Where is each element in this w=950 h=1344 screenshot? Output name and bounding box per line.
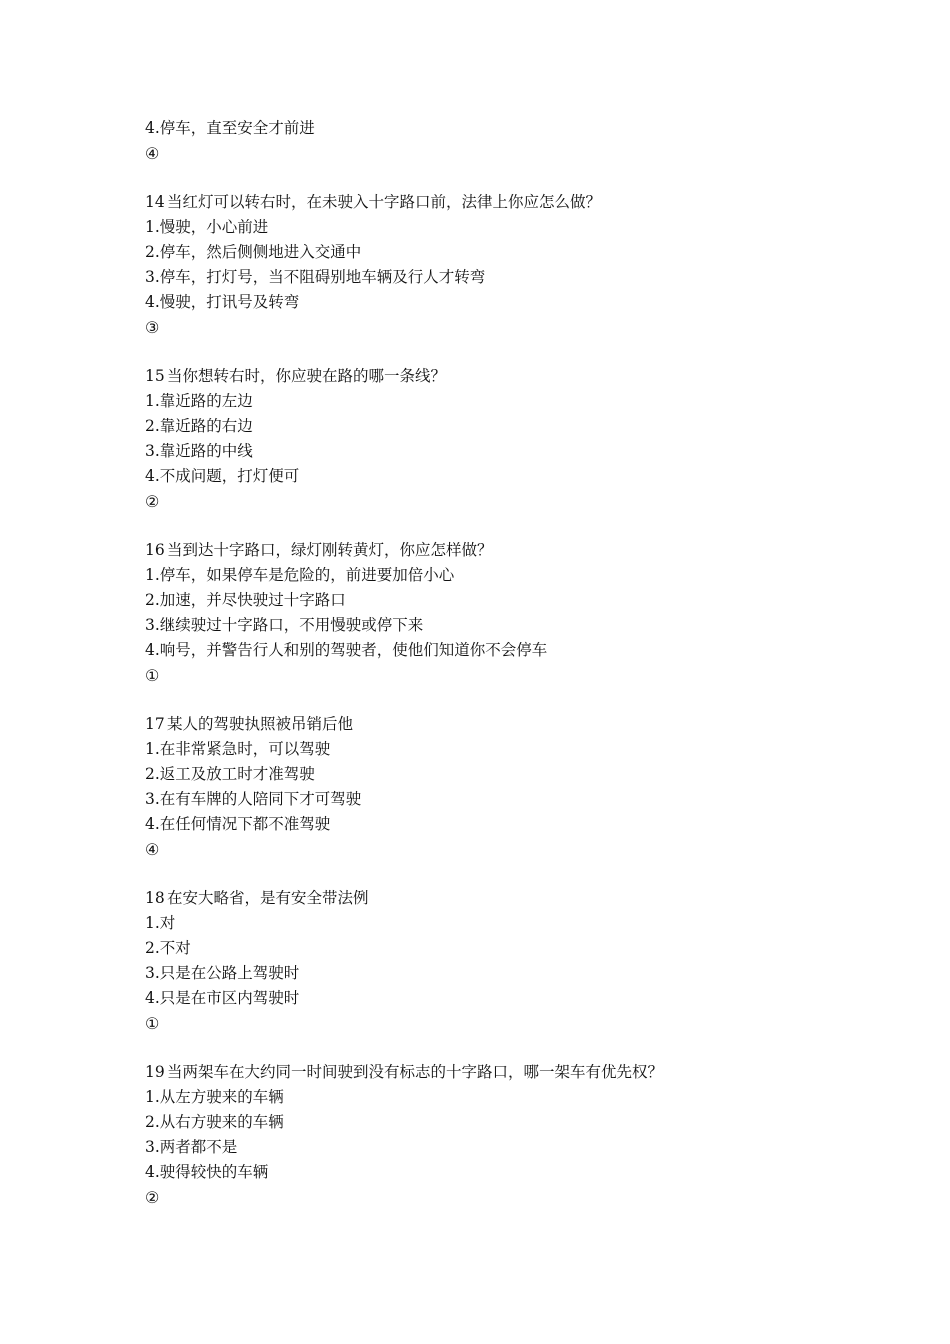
option-line: 1.在非常紧急时，可以驾驶 — [145, 740, 331, 758]
answer-marker: ① — [145, 666, 160, 685]
option-line: 2.返工及放工时才准驾驶 — [145, 765, 315, 783]
question-block — [145, 190, 845, 340]
question-title — [145, 364, 845, 389]
question-block — [145, 538, 845, 688]
question-block — [145, 886, 845, 1036]
option-line: 2.不对 — [145, 939, 191, 957]
question-text: 某人的驾驶执照被吊销后他 — [167, 715, 354, 733]
option-line: 3.继续驶过十字路口，不用慢驶或停下来 — [145, 616, 424, 634]
question-block — [145, 1060, 845, 1210]
option-line: 4.只是在市区内驾驶时 — [145, 989, 300, 1007]
answer-marker: ② — [145, 1188, 160, 1207]
spacer — [145, 166, 845, 190]
question-number: 17 — [145, 715, 165, 733]
question-title — [145, 886, 845, 911]
option-line: 4.不成问题，打灯便可 — [145, 467, 300, 485]
question-block — [145, 712, 845, 862]
spacer — [145, 340, 845, 364]
question-title — [145, 1060, 845, 1085]
document-page — [145, 116, 845, 1210]
answer-marker: ④ — [145, 840, 160, 859]
answer-marker: ① — [145, 1014, 160, 1033]
option-line: 3.靠近路的中线 — [145, 442, 253, 460]
question-text: 当到达十字路口，绿灯刚转黄灯，你应怎样做？ — [167, 541, 493, 559]
option-line: 2.从右方驶来的车辆 — [145, 1113, 284, 1131]
answer-marker: ③ — [145, 318, 160, 337]
option-line: 3.停车，打灯号，当不阻碍别地车辆及行人才转弯 — [145, 268, 486, 286]
option-line: 2.靠近路的右边 — [145, 417, 253, 435]
option-line: 3.两者都不是 — [145, 1138, 238, 1156]
option-line: 4.驶得较快的车辆 — [145, 1163, 269, 1181]
option-line: 2.停车，然后侧侧地进入交通中 — [145, 243, 362, 261]
option-line: 1.靠近路的左边 — [145, 392, 253, 410]
spacer — [145, 688, 845, 712]
question-text: 当两架车在大约同一时间驶到没有标志的十字路口，哪一架车有优先权？ — [167, 1063, 664, 1081]
option-line: 1.慢驶，小心前进 — [145, 218, 269, 236]
option-line: 2.加速，并尽快驶过十字路口 — [145, 591, 346, 609]
question-text: 当你想转右时，你应驶在路的哪一条线？ — [167, 367, 447, 385]
option-line: 4.在任何情况下都不准驾驶 — [145, 815, 331, 833]
option-line: 3.只是在公路上驾驶时 — [145, 964, 300, 982]
option-line: 1.从左方驶来的车辆 — [145, 1088, 284, 1106]
question-title — [145, 190, 845, 215]
answer-marker: ② — [145, 492, 160, 511]
question-block — [145, 364, 845, 514]
option-line: 1.对 — [145, 914, 176, 932]
option-line: 4.响号，并警告行人和别的驾驶者，使他们知道你不会停车 — [145, 641, 548, 659]
question-number: 15 — [145, 367, 165, 385]
question-text: 在安大略省，是有安全带法例 — [167, 889, 369, 907]
question-title — [145, 538, 845, 563]
spacer — [145, 1036, 845, 1060]
option-line: 3.在有车牌的人陪同下才可驾驶 — [145, 790, 362, 808]
answer-marker: ④ — [145, 144, 160, 163]
question-number: 19 — [145, 1063, 165, 1081]
option-line: 1.停车，如果停车是危险的，前进要加倍小心 — [145, 566, 455, 584]
option-line: 4.停车，直至安全才前进 — [145, 119, 315, 137]
spacer — [145, 514, 845, 538]
carryover-block — [145, 116, 845, 166]
question-number: 14 — [145, 193, 165, 211]
spacer — [145, 862, 845, 886]
option-line: 4.慢驶，打讯号及转弯 — [145, 293, 300, 311]
question-title — [145, 712, 845, 737]
question-number: 16 — [145, 541, 165, 559]
question-number: 18 — [145, 889, 165, 907]
question-text: 当红灯可以转右时，在未驶入十字路口前，法律上你应怎么做？ — [167, 193, 602, 211]
